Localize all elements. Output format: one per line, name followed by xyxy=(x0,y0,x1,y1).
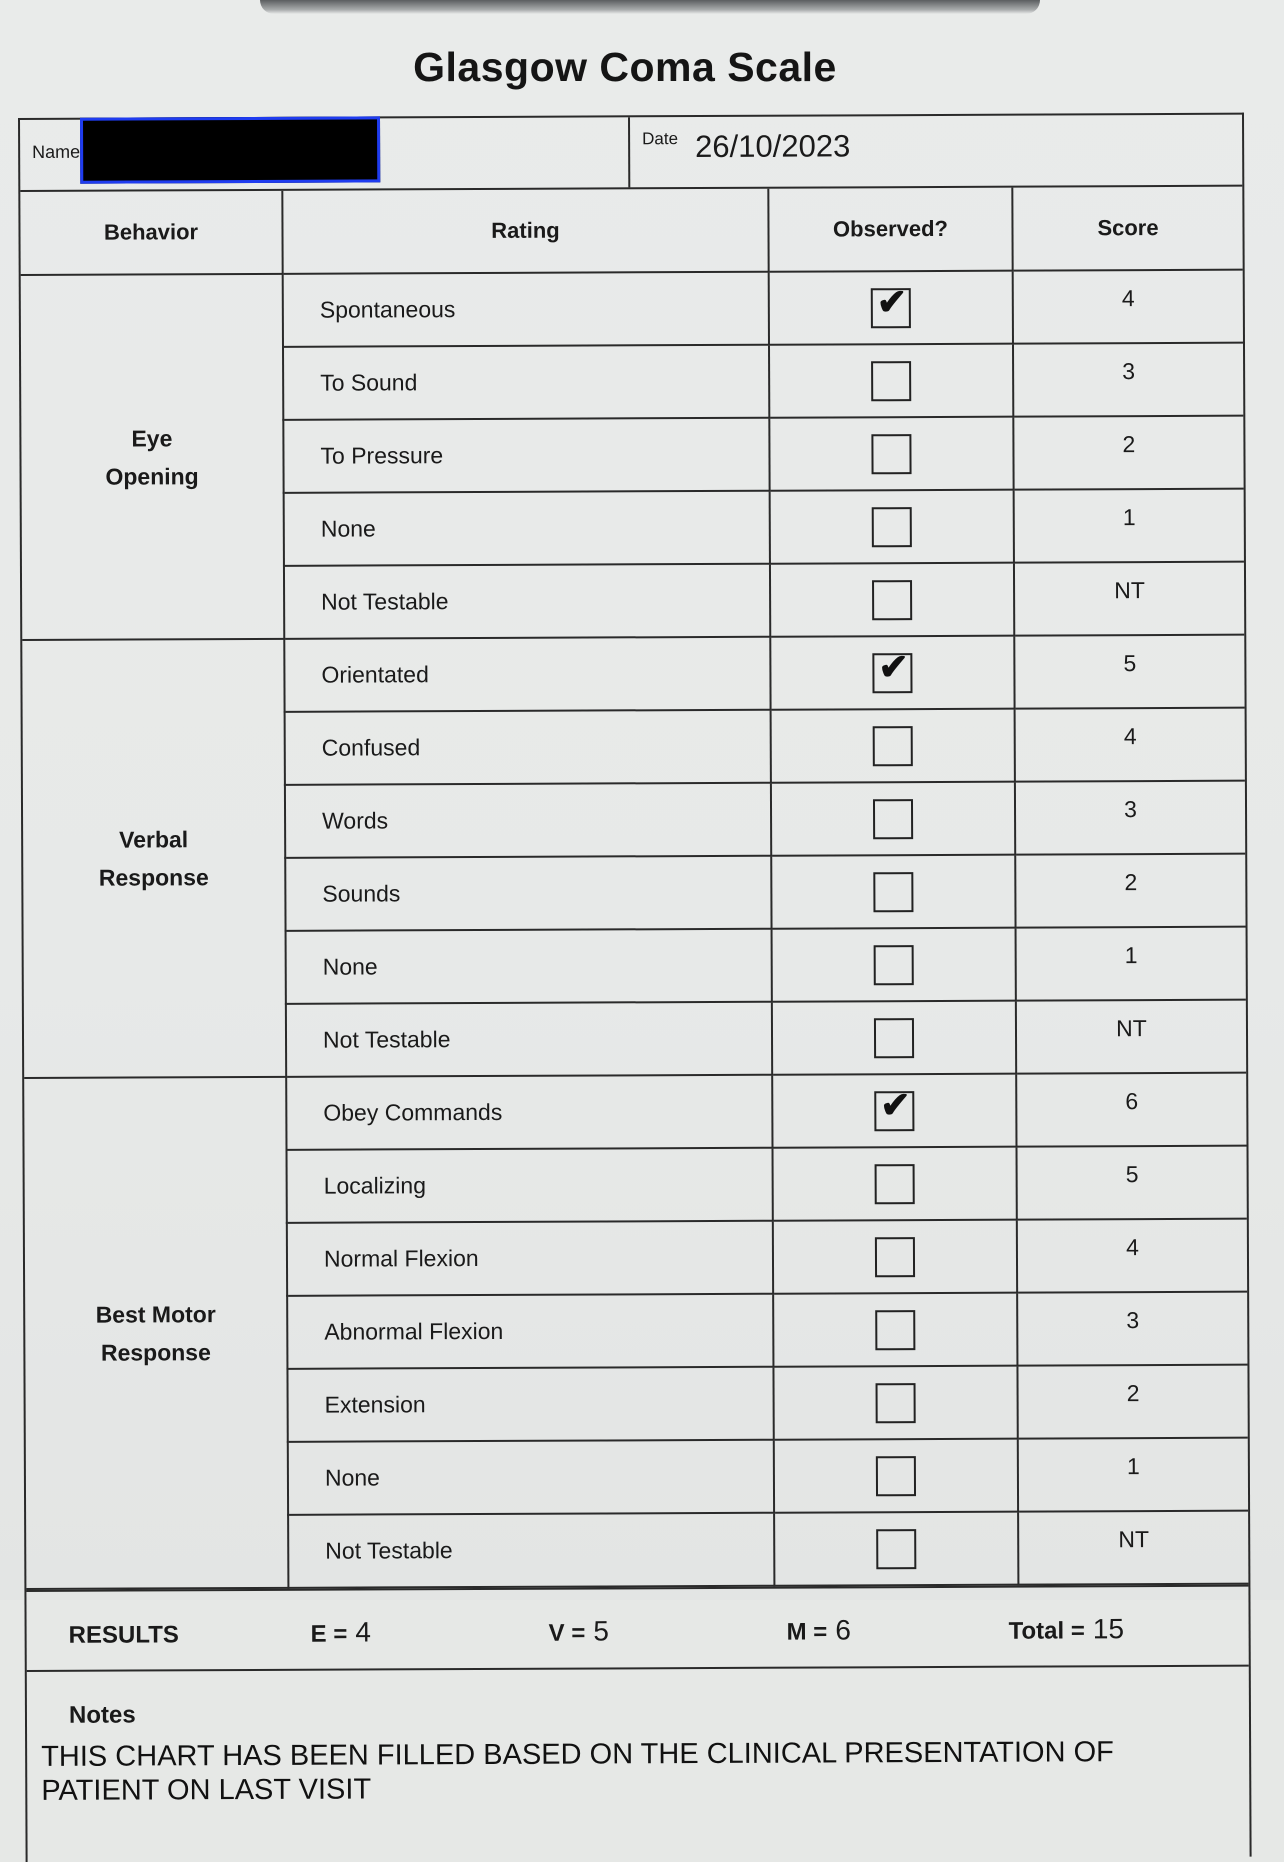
header-row xyxy=(20,115,1242,192)
result-e-value: 4 xyxy=(355,1616,371,1648)
rating-cell: Not Testable xyxy=(284,564,770,639)
observed-checkbox[interactable] xyxy=(871,280,911,328)
gcs-table xyxy=(20,187,1248,1590)
name-redaction xyxy=(80,116,380,183)
score-cell: 5 xyxy=(1014,635,1244,709)
score-cell: 6 xyxy=(1016,1073,1246,1147)
result-total-value: 15 xyxy=(1092,1613,1125,1645)
table-row xyxy=(24,1073,1246,1151)
name-label: Name xyxy=(32,141,81,162)
observed-cell xyxy=(773,1366,1017,1440)
result-v-value: 5 xyxy=(593,1615,609,1647)
result-m-label: M = xyxy=(786,1618,828,1646)
observed-checkbox[interactable] xyxy=(874,1018,914,1058)
score-cell: 1 xyxy=(1016,927,1246,1001)
observed-cell xyxy=(772,928,1016,1002)
rating-cell: Sounds xyxy=(285,856,771,931)
score-cell: NT xyxy=(1018,1511,1248,1585)
observed-checkbox[interactable] xyxy=(875,1237,915,1277)
notes-label: Notes xyxy=(68,1701,136,1729)
rating-cell: To Pressure xyxy=(283,418,769,493)
col-behavior: Behavior xyxy=(20,191,282,275)
result-e-label: E = xyxy=(310,1620,348,1648)
result-total xyxy=(1009,1613,1125,1646)
rating-cell: Extension xyxy=(287,1367,773,1442)
score-cell: 2 xyxy=(1015,854,1245,928)
col-observed: Observed? xyxy=(768,188,1012,272)
table-row xyxy=(21,270,1243,348)
observed-cell xyxy=(773,1293,1017,1367)
col-rating: Rating xyxy=(282,189,768,274)
notes-section xyxy=(27,1667,1250,1862)
rating-cell: None xyxy=(284,491,770,566)
gcs-body xyxy=(21,270,1249,1589)
observed-cell xyxy=(773,1147,1017,1221)
score-cell: 2 xyxy=(1017,1365,1247,1439)
observed-cell xyxy=(770,490,1014,564)
date-value: 26/10/2023 xyxy=(695,128,851,165)
score-cell: 1 xyxy=(1018,1438,1248,1512)
table-row xyxy=(22,635,1244,713)
rating-cell: To Sound xyxy=(283,345,769,420)
observed-cell xyxy=(770,636,1014,710)
rating-cell: Confused xyxy=(285,710,771,785)
observed-checkbox[interactable] xyxy=(872,580,912,620)
behavior-cell: Eye Opening xyxy=(21,274,285,640)
rating-cell: Spontaneous xyxy=(283,272,769,347)
rating-cell: None xyxy=(286,929,772,1004)
observed-checkbox[interactable] xyxy=(874,945,914,985)
result-v-label: V = xyxy=(548,1619,586,1647)
observed-checkbox[interactable] xyxy=(876,1529,916,1569)
notes-text: THIS CHART HAS BEEN FILLED BASED ON THE CLINICAL PRESENTATION OF PATIENT ON LAST VISIT xyxy=(41,1736,1114,1807)
checkmark-icon: ✔ xyxy=(876,280,908,322)
score-cell: 3 xyxy=(1013,343,1243,417)
top-shadow xyxy=(260,0,1040,14)
observed-checkbox[interactable] xyxy=(871,361,911,401)
observed-checkbox[interactable] xyxy=(871,434,911,474)
observed-cell xyxy=(771,855,1015,929)
result-v xyxy=(549,1615,609,1647)
observed-checkbox[interactable] xyxy=(874,1083,914,1131)
rating-cell: Obey Commands xyxy=(286,1075,772,1150)
score-cell: 4 xyxy=(1013,270,1243,344)
rating-cell: Normal Flexion xyxy=(287,1221,773,1296)
observed-checkbox[interactable] xyxy=(875,1310,915,1350)
observed-checkbox[interactable] xyxy=(873,799,913,839)
score-cell: 4 xyxy=(1017,1219,1247,1293)
rating-cell: Words xyxy=(285,783,771,858)
score-cell: NT xyxy=(1016,1000,1246,1074)
score-cell: 3 xyxy=(1015,781,1245,855)
observed-cell xyxy=(772,1001,1016,1075)
observed-cell xyxy=(769,271,1013,345)
observed-cell xyxy=(769,344,1013,418)
observed-cell xyxy=(771,782,1015,856)
score-cell: 2 xyxy=(1013,416,1243,490)
observed-checkbox[interactable] xyxy=(873,872,913,912)
page-title: Glasgow Coma Scale xyxy=(413,44,837,90)
observed-cell xyxy=(774,1512,1018,1586)
result-m xyxy=(787,1614,851,1646)
rating-cell: None xyxy=(288,1440,774,1515)
result-m-value: 6 xyxy=(835,1614,851,1646)
behavior-cell: Best Motor Response xyxy=(24,1077,288,1589)
observed-checkbox[interactable] xyxy=(872,645,912,693)
rating-cell: Not Testable xyxy=(288,1513,774,1588)
observed-cell xyxy=(771,709,1015,783)
result-e xyxy=(311,1616,371,1648)
result-total-label: Total = xyxy=(1008,1617,1085,1645)
observed-cell xyxy=(774,1439,1018,1513)
observed-checkbox[interactable] xyxy=(875,1164,915,1204)
rating-cell: Not Testable xyxy=(286,1002,772,1077)
behavior-cell: Verbal Response xyxy=(22,639,286,1078)
date-label: Date xyxy=(642,129,679,149)
rating-cell: Orientated xyxy=(284,637,770,712)
observed-cell xyxy=(773,1220,1017,1294)
results-label: RESULTS xyxy=(68,1621,179,1649)
observed-cell xyxy=(769,417,1013,491)
rating-cell: Abnormal Flexion xyxy=(287,1294,773,1369)
results-cell xyxy=(26,1587,1248,1670)
score-cell: 4 xyxy=(1015,708,1245,782)
score-cell: 5 xyxy=(1016,1146,1246,1220)
score-cell: 3 xyxy=(1017,1292,1247,1366)
score-cell: NT xyxy=(1014,562,1244,636)
results-row xyxy=(26,1585,1248,1672)
rating-cell: Localizing xyxy=(287,1148,773,1223)
checkmark-icon: ✔ xyxy=(878,645,909,687)
observed-cell xyxy=(770,563,1014,637)
table-header-row xyxy=(20,187,1242,275)
name-field[interactable] xyxy=(20,117,630,190)
observed-cell xyxy=(772,1074,1016,1148)
date-field[interactable] xyxy=(630,115,1242,188)
observed-checkbox[interactable] xyxy=(872,507,912,547)
observed-checkbox[interactable] xyxy=(876,1383,916,1423)
checkmark-icon: ✔ xyxy=(880,1083,911,1125)
score-cell: 1 xyxy=(1014,489,1244,563)
observed-checkbox[interactable] xyxy=(873,726,913,766)
col-score: Score xyxy=(1012,187,1242,271)
observed-checkbox[interactable] xyxy=(876,1456,916,1496)
